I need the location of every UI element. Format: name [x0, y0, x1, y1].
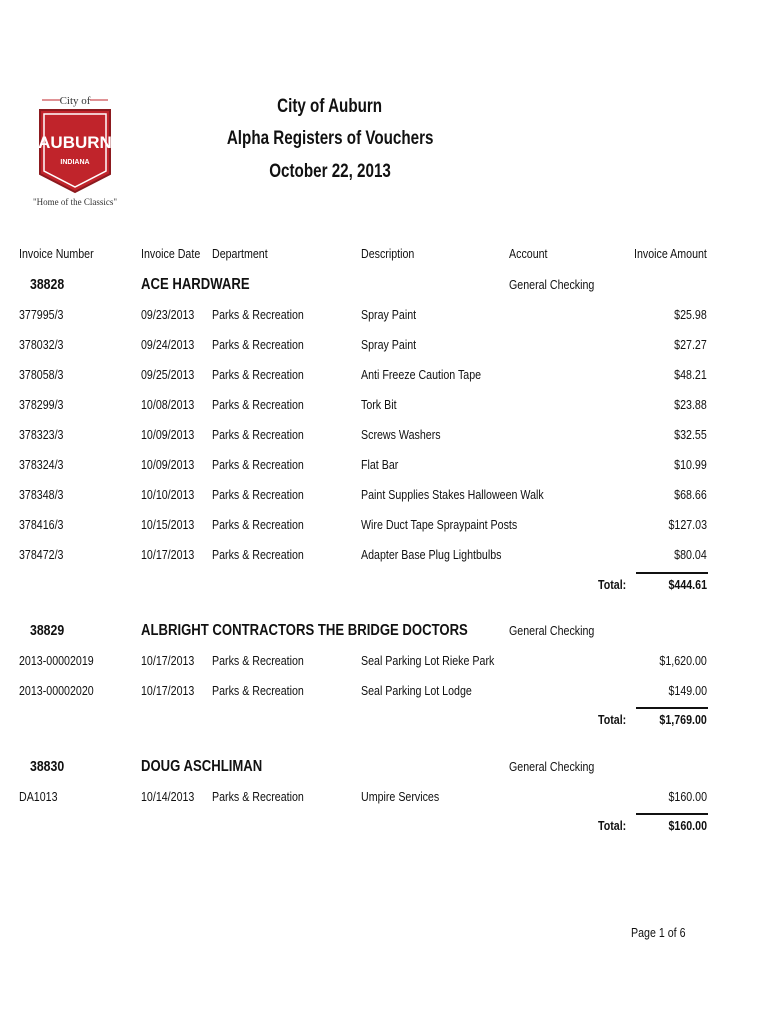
- invoice-date: 10/15/2013: [141, 517, 195, 532]
- total-label: Total:: [598, 712, 627, 727]
- voucher-number: 38828: [30, 276, 65, 293]
- invoice-number: 378348/3: [19, 487, 64, 502]
- invoice-number: 378299/3: [19, 397, 64, 412]
- invoice-amount: $160.00: [668, 789, 707, 804]
- col-header-invoice-amount: Invoice Amount: [634, 246, 707, 261]
- description: Spray Paint: [361, 337, 417, 352]
- department: Parks & Recreation: [212, 683, 304, 698]
- department: Parks & Recreation: [212, 487, 304, 502]
- total-rule: [636, 707, 708, 709]
- vendor-name: ALBRIGHT CONTRACTORS THE BRIDGE DOCTORS: [141, 622, 468, 639]
- description: Paint Supplies Stakes Halloween Walk: [361, 487, 544, 502]
- voucher-total: $444.61: [668, 577, 707, 592]
- description: Wire Duct Tape Spraypaint Posts: [361, 517, 518, 532]
- description: Flat Bar: [361, 457, 399, 472]
- department: Parks & Recreation: [212, 789, 304, 804]
- invoice-date: 09/23/2013: [141, 307, 195, 322]
- description: Screws Washers: [361, 427, 441, 442]
- invoice-date: 10/09/2013: [141, 427, 195, 442]
- invoice-number: 378323/3: [19, 427, 64, 442]
- description: Seal Parking Lot Lodge: [361, 683, 472, 698]
- invoice-amount: $32.55: [674, 427, 707, 442]
- department: Parks & Recreation: [212, 337, 304, 352]
- invoice-date: 10/17/2013: [141, 547, 195, 562]
- invoice-date: 10/14/2013: [141, 789, 195, 804]
- invoice-number: 378324/3: [19, 457, 64, 472]
- invoice-number: 2013-00002019: [19, 653, 94, 668]
- page-number: Page 1 of 6: [631, 925, 686, 940]
- account-name: General Checking: [509, 623, 595, 638]
- invoice-amount: $68.66: [674, 487, 707, 502]
- logo-main-text: AUBURN: [38, 133, 112, 152]
- account-name: General Checking: [509, 277, 595, 292]
- invoice-amount: $80.04: [674, 547, 707, 562]
- invoice-amount: $127.03: [668, 517, 707, 532]
- account-name: General Checking: [509, 759, 595, 774]
- department: Parks & Recreation: [212, 307, 304, 322]
- invoice-amount: $149.00: [668, 683, 707, 698]
- invoice-date: 10/09/2013: [141, 457, 195, 472]
- col-header-account: Account: [509, 246, 548, 261]
- total-rule: [636, 572, 708, 574]
- invoice-amount: $23.88: [674, 397, 707, 412]
- col-header-department: Department: [212, 246, 268, 261]
- total-rule: [636, 813, 708, 815]
- total-label: Total:: [598, 577, 627, 592]
- invoice-date: 10/17/2013: [141, 683, 195, 698]
- col-header-invoice-date: Invoice Date: [141, 246, 201, 261]
- invoice-number: 378416/3: [19, 517, 64, 532]
- invoice-date: 10/17/2013: [141, 653, 195, 668]
- logo-sub-text: INDIANA: [60, 159, 90, 166]
- col-header-invoice-number: Invoice Number: [19, 246, 94, 261]
- invoice-number: 378058/3: [19, 367, 64, 382]
- logo-top-text: City of: [59, 95, 91, 107]
- total-label: Total:: [598, 818, 627, 833]
- department: Parks & Recreation: [212, 517, 304, 532]
- report-title-date: October 22, 2013: [269, 161, 391, 182]
- invoice-amount: $27.27: [674, 337, 707, 352]
- report-title-city: City of Auburn: [277, 96, 383, 117]
- invoice-date: 09/24/2013: [141, 337, 195, 352]
- voucher-number: 38829: [30, 622, 65, 639]
- invoice-number: 378032/3: [19, 337, 64, 352]
- description: Adapter Base Plug Lightbulbs: [361, 547, 502, 562]
- description: Spray Paint: [361, 307, 417, 322]
- department: Parks & Recreation: [212, 457, 304, 472]
- report-title-name: Alpha Registers of Vouchers: [226, 128, 434, 149]
- description: Anti Freeze Caution Tape: [361, 367, 482, 382]
- invoice-date: 10/08/2013: [141, 397, 195, 412]
- city-of-auburn-logo: [30, 92, 120, 210]
- department: Parks & Recreation: [212, 367, 304, 382]
- voucher-number: 38830: [30, 758, 65, 775]
- department: Parks & Recreation: [212, 397, 304, 412]
- logo-tagline: "Home of the Classics": [32, 197, 118, 207]
- vendor-name: DOUG ASCHLIMAN: [141, 758, 263, 775]
- invoice-number: 378472/3: [19, 547, 64, 562]
- description: Tork Bit: [361, 397, 397, 412]
- department: Parks & Recreation: [212, 653, 304, 668]
- department: Parks & Recreation: [212, 547, 304, 562]
- department: Parks & Recreation: [212, 427, 304, 442]
- invoice-date: 09/25/2013: [141, 367, 195, 382]
- invoice-number: DA1013: [19, 789, 58, 804]
- invoice-date: 10/10/2013: [141, 487, 195, 502]
- description: Umpire Services: [361, 789, 440, 804]
- invoice-amount: $48.21: [674, 367, 707, 382]
- description: Seal Parking Lot Rieke Park: [361, 653, 495, 668]
- voucher-total: $1,769.00: [659, 712, 707, 727]
- logo-graphic: [30, 92, 120, 210]
- vendor-name: ACE HARDWARE: [141, 276, 250, 293]
- invoice-number: 2013-00002020: [19, 683, 94, 698]
- invoice-amount: $10.99: [674, 457, 707, 472]
- voucher-total: $160.00: [668, 818, 707, 833]
- invoice-amount: $1,620.00: [659, 653, 707, 668]
- invoice-number: 377995/3: [19, 307, 64, 322]
- col-header-description: Description: [361, 246, 415, 261]
- invoice-amount: $25.98: [674, 307, 707, 322]
